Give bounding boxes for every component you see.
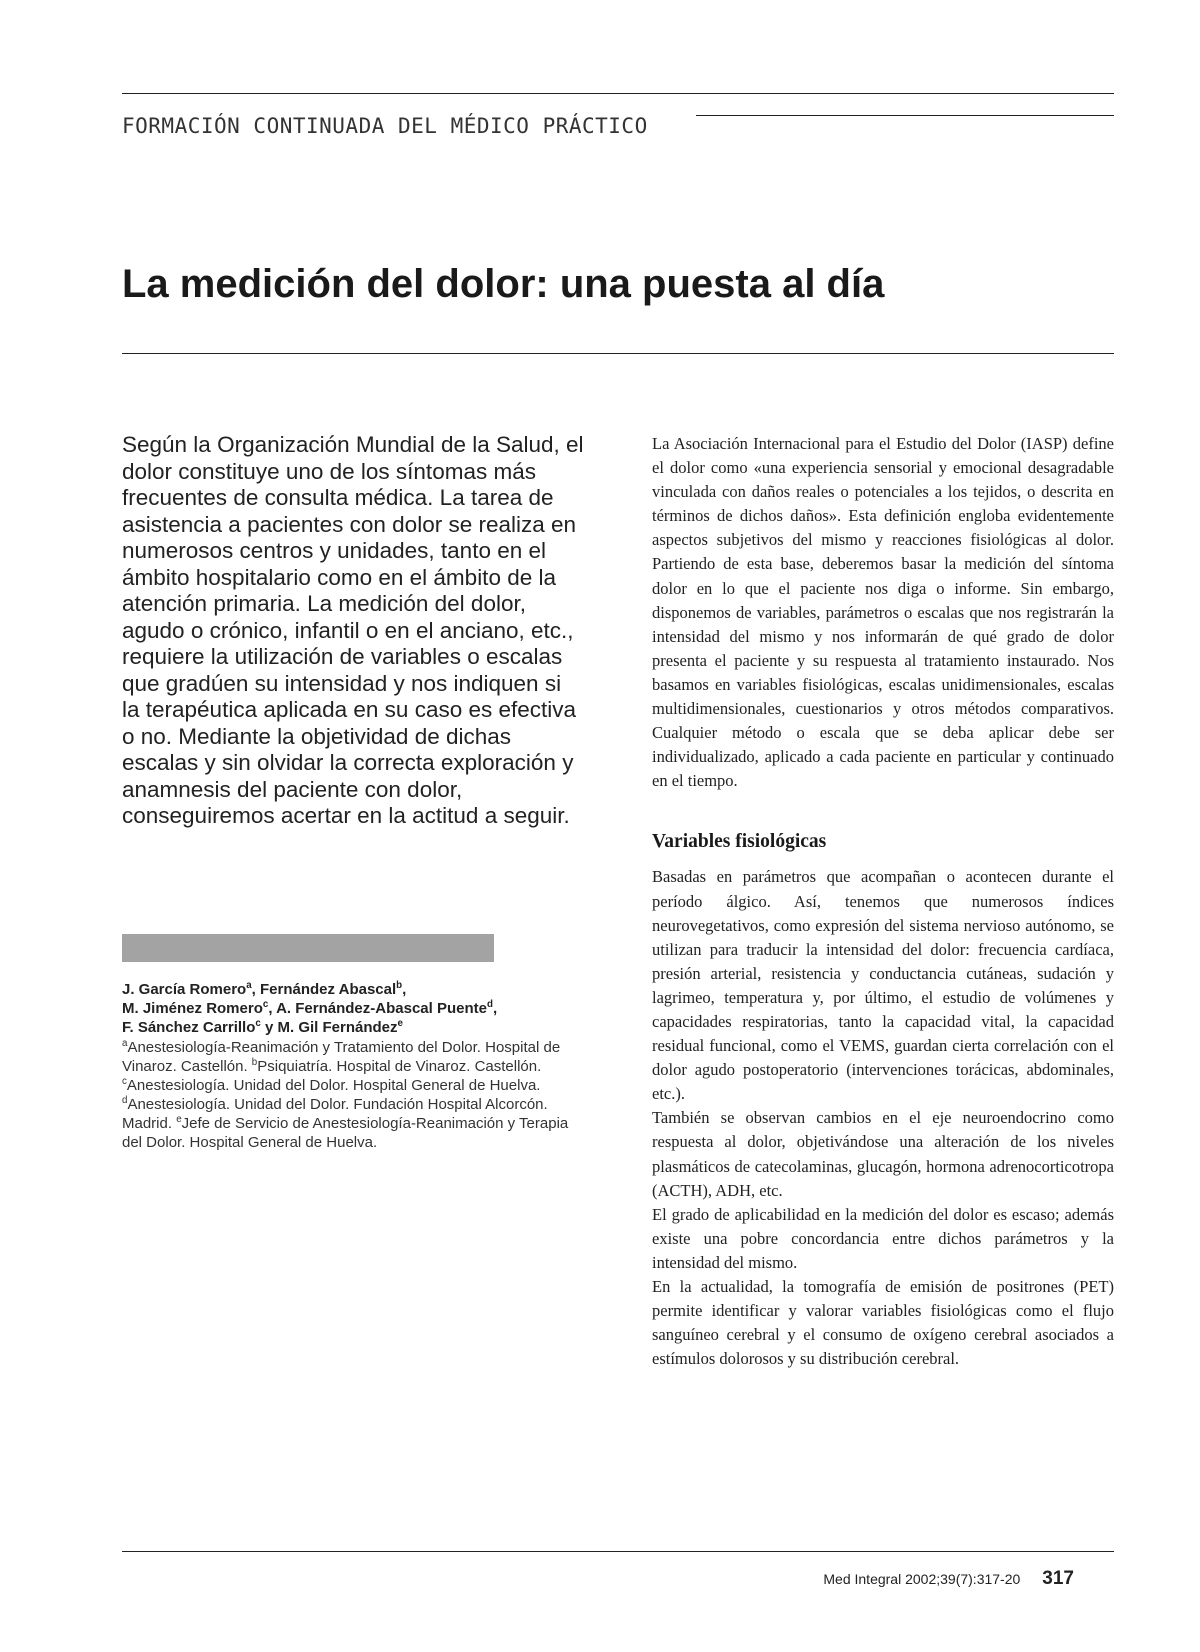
author-name: A. Fernández-Abascal Puente	[276, 1000, 487, 1017]
page-number: 317	[1042, 1568, 1074, 1589]
author-separator: y	[260, 1019, 278, 1036]
affiliation-text: Jefe de Servicio de Anestesiología-Reanimación y Terapia del Dolor. Hospital General de Huelva.	[122, 1115, 569, 1151]
body-column	[652, 432, 1114, 1371]
affiliations	[122, 1038, 592, 1152]
author-name: M. Gil Fernández	[277, 1019, 398, 1036]
abstract: Según la Organización Mundial de la Salud, el dolor constituye uno de los síntomas más frecuentes de consulta médica. La tarea de asistencia a pacientes con dolor se realiza en numerosos centros y unidades, tanto en el ámbito hospitalario como en el ámbito de la atención primaria. La medición del dolor, agudo o crónico, infantil o en el anciano, etc., requiere la utilización de variables o escalas que gradúen su intensidad y nos indiquen si la terapéutica aplicada en su caso es efectiva o no. Mediante la objetividad de dichas escalas y sin olvidar la correcta exploración y anamnesis del paciente con dolor, conseguiremos acertar en la actitud a seguir.	[122, 432, 584, 828]
abstract-separator-bar	[122, 934, 494, 962]
author-separator: ,	[251, 981, 260, 998]
section-label-rule	[696, 115, 1114, 116]
author-separator: ,	[492, 1000, 498, 1017]
affiliation-text: Anestesiología. Unidad del Dolor. Hospital General de Huelva.	[126, 1077, 541, 1094]
footer-rule	[122, 1551, 1114, 1552]
author-affiliation-mark: c	[262, 999, 269, 1010]
body-paragraph: Basadas en parámetros que acompañan o acontecen durante el período álgico. Así, tenemos que numerosos índices neurovegetativos, como expresión del sistema nervioso autónomo, se utilizan para traducir la intensidad del dolor: frecuencia cardíaca, presión arterial, resistencia y conductancia cutáneas, sudación y lagrimeo, temperatura y, por último, el estudio de volúmenes y capacidades respiratorias, tanto la capacidad vital, la capacidad residual funcional, como el VEMS, guardan cierta correlación con el dolor agudo postoperatorio (intervenciones torácicas, abdominales, etc.).	[652, 867, 1114, 1104]
affiliation-mark: c	[122, 1076, 127, 1087]
affiliation-mark: e	[176, 1114, 182, 1125]
affiliation-text: Psiquiatría. Hospital de Vinaroz. Castellón.	[257, 1058, 542, 1075]
author-separator: ,	[402, 981, 407, 998]
author-affiliation-mark: d	[486, 999, 493, 1010]
author-affiliation-mark: a	[246, 980, 252, 991]
body-paragraph: El grado de aplicabilidad en la medición del dolor es escaso; además existe una pobre concordancia entre dichos parámetros y la intensidad del mismo.	[652, 1204, 1114, 1272]
affiliation-text: Anestesiología-Reanimación y Tratamiento del Dolor. Hospital de Vinaroz. Castellón.	[122, 1039, 561, 1075]
author-affiliation-mark: e	[397, 1018, 403, 1029]
author-list	[122, 980, 592, 1037]
author-affiliation-mark: c	[255, 1018, 261, 1029]
author-name: F. Sánchez Carrillo	[122, 1019, 256, 1036]
author-separator: ,	[268, 1000, 277, 1017]
intro-paragraph: La Asociación Internacional para el Estudio del Dolor (IASP) define el dolor como «una experiencia sensorial y emocional desagradable vinculada con daños reales o potenciales a los tejidos, o descrita en términos de dichos daños». Esta definición engloba evidentemente aspectos subjetivos del mismo y reacciones fisiológicas al dolor. Partiendo de esta base, deberemos basar la medición del síntoma dolor en lo que el paciente nos diga o informe. Sin embargo, disponemos de variables, parámetros o escalas que nos registrarán la intensidad del mismo y nos informarán de qué grado de dolor presenta el paciente y su respuesta al tratamiento instaurado. Nos basamos en variables fisiológicas, escalas unidimensionales, escalas multidimensionales, cuestionarios y otros métodos comparativos. Cualquier método o escala que se deba aplicar debe ser individualizado, aplicado a cada paciente en particular y continuado en el tiempo.	[652, 434, 1114, 791]
affiliation-mark: d	[122, 1095, 128, 1106]
affiliation-mark: b	[251, 1057, 258, 1068]
journal-citation: Med Integral 2002;39(7):317-20	[823, 1571, 1021, 1587]
author-name: J. García Romero	[122, 981, 247, 998]
section-label: FORMACIÓN CONTINUADA DEL MÉDICO PRÁCTICO	[122, 114, 648, 138]
section-heading-variables: Variables fisiológicas	[652, 831, 827, 853]
body-paragraph: También se observan cambios en el eje neuroendocrino como respuesta al dolor, objetivándose una alteración de los niveles plasmáticos de catecolaminas, glucagón, hormona adrenocorticotropa (ACTH), ADH, etc.	[652, 1108, 1114, 1200]
author-name: Fernández Abascal	[260, 981, 397, 998]
header-rule-top	[122, 93, 1114, 94]
author-affiliation-mark: b	[396, 980, 403, 991]
affiliation-mark: a	[122, 1038, 128, 1049]
affiliation-text: Anestesiología. Unidad del Dolor. Fundación Hospital Alcorcón. Madrid.	[122, 1096, 548, 1132]
article-title: La medición del dolor: una puesta al día	[122, 262, 885, 306]
title-divider	[122, 353, 1114, 354]
footer	[823, 1568, 1074, 1590]
body-paragraph: En la actualidad, la tomografía de emisión de positrones (PET) permite identificar y valorar variables fisiológicas como el flujo sanguíneo cerebral y el consumo de oxígeno cerebral asociados a estímulos dolorosos y su distribución cerebral.	[652, 1277, 1114, 1369]
author-name: M. Jiménez Romero	[122, 1000, 263, 1017]
